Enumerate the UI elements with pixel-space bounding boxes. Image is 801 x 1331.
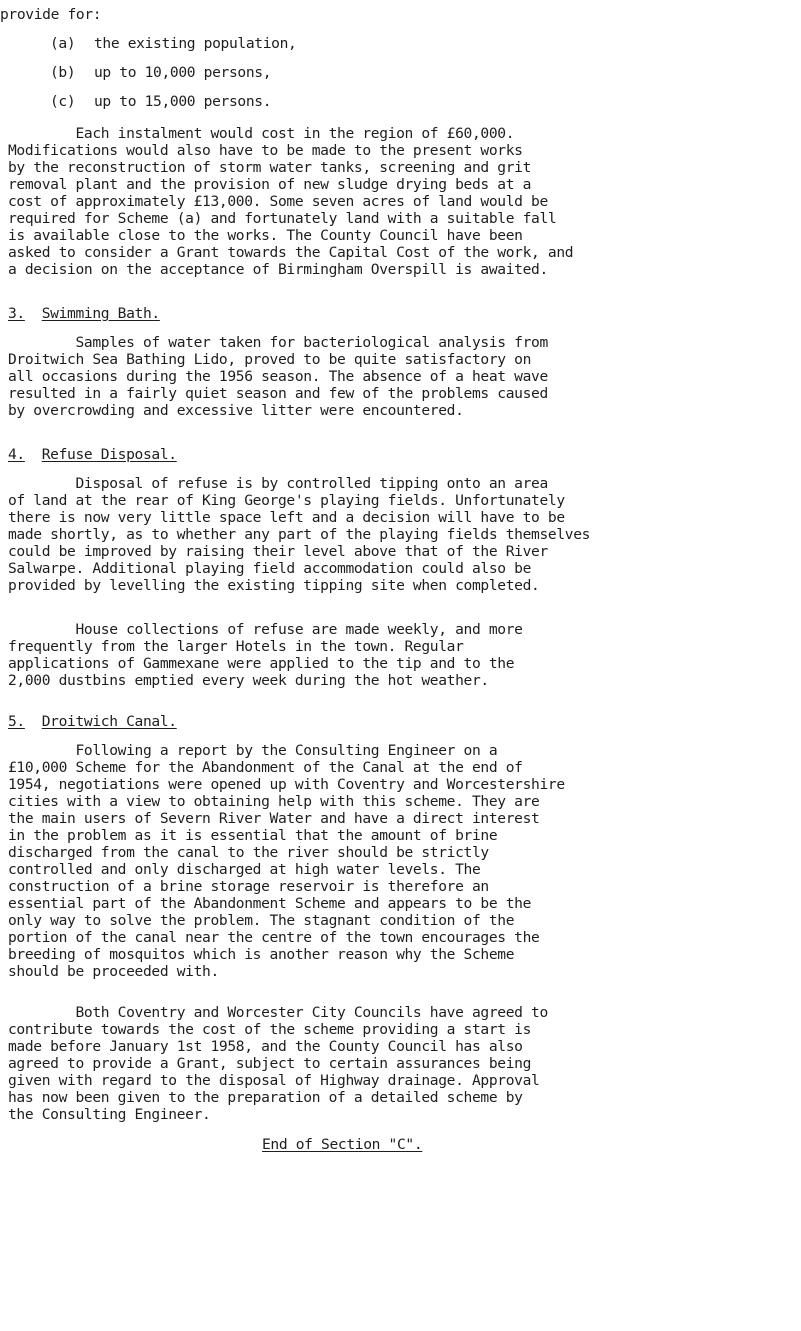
section-4-title: Refuse Disposal. <box>41 446 177 463</box>
section-3-paragraph <box>8 334 798 419</box>
paragraph-line: Salwarpe. Additional playing field accommodation could also be <box>8 560 532 577</box>
section-5-title: Droitwich Canal. <box>41 713 177 730</box>
paragraph-line: 2,000 dustbins emptied every week during the hot weather. <box>8 672 489 689</box>
paragraph-line: agreed to provide a Grant, subject to certain assurances being <box>8 1055 532 1072</box>
section-4-paragraph-1 <box>8 475 798 594</box>
section-3-number: 3. <box>8 305 25 322</box>
paragraph-line: frequently from the larger Hotels in the town. Regular <box>8 638 464 655</box>
paragraph-line: given with regard to the disposal of Highway drainage. Approval <box>8 1072 540 1089</box>
paragraph-line: cities with a view to obtaining help with this scheme. They are <box>8 793 540 810</box>
paragraph-line: Disposal of refuse is by controlled tipping onto an area <box>8 475 548 492</box>
paragraph-line: the main users of Severn River Water and have a direct interest <box>8 810 540 827</box>
paragraph-line: controlled and only discharged at high water levels. The <box>8 861 481 878</box>
paragraph-line: Following a report by the Consulting Engineer on a <box>8 742 498 759</box>
paragraph-line: a decision on the acceptance of Birmingham Overspill is awaited. <box>8 261 548 278</box>
paragraph-line: removal plant and the provision of new sludge drying beds at a <box>8 176 532 193</box>
paragraph-line: should be proceeded with. <box>8 963 219 980</box>
instalment-paragraph <box>8 125 798 278</box>
section-5-paragraph-1 <box>8 742 798 980</box>
paragraph-line: of land at the rear of King George's playing fields. Unfortunately <box>8 492 565 509</box>
paragraph-line: by the reconstruction of storm water tanks, screening and grit <box>8 159 532 176</box>
paragraph-line: essential part of the Abandonment Scheme and appears to be the <box>8 895 532 912</box>
paragraph-line: Droitwich Sea Bathing Lido, proved to be quite satisfactory on <box>8 351 532 368</box>
paragraph-line: made before January 1st 1958, and the County Council has also <box>8 1038 523 1055</box>
section-5-paragraph-2 <box>8 1004 798 1123</box>
paragraph-line: is available close to the works. The County Council have been <box>8 227 523 244</box>
paragraph-line: contribute towards the cost of the scheme providing a start is <box>8 1021 532 1038</box>
paragraph-line: breeding of mosquitos which is another reason why the Scheme <box>8 946 515 963</box>
paragraph-line: all occasions during the 1956 season. The absence of a heat wave <box>8 368 548 385</box>
option-b-text: up to 10,000 persons, <box>94 64 272 81</box>
paragraph-line: Each instalment would cost in the region of £60,000. <box>8 125 515 142</box>
paragraph-line: applications of Gammexane were applied to the tip and to the <box>8 655 515 672</box>
paragraph-line: cost of approximately £13,000. Some seven acres of land would be <box>8 193 548 210</box>
paragraph-line: resulted in a fairly quiet season and few of the problems caused <box>8 385 548 402</box>
section-4-paragraph-2 <box>8 621 798 689</box>
section-4-heading <box>8 446 177 463</box>
paragraph-line: £10,000 Scheme for the Abandonment of the Canal at the end of <box>8 759 523 776</box>
paragraph-line: construction of a brine storage reservoir is therefore an <box>8 878 489 895</box>
paragraph-line: 1954, negotiations were opened up with Coventry and Worcestershire <box>8 776 565 793</box>
paragraph-line: only way to solve the problem. The stagnant condition of the <box>8 912 515 929</box>
section-3-heading <box>8 305 160 322</box>
option-b-label: (b) <box>50 64 76 81</box>
section-4-number: 4. <box>8 446 25 463</box>
paragraph-line: portion of the canal near the centre of the town encourages the <box>8 929 540 946</box>
paragraph-line: has now been given to the preparation of a detailed scheme by <box>8 1089 523 1106</box>
paragraph-line: Modifications would also have to be made to the present works <box>8 142 523 159</box>
paragraph-line: provided by levelling the existing tipping site when completed. <box>8 577 540 594</box>
paragraph-line: in the problem as it is essential that the amount of brine <box>8 827 498 844</box>
paragraph-line: required for Scheme (a) and fortunately land with a suitable fall <box>8 210 557 227</box>
paragraph-line: Samples of water taken for bacteriological analysis from <box>8 334 548 351</box>
paragraph-line: by overcrowding and excessive litter were encountered. <box>8 402 464 419</box>
section-5-heading <box>8 713 177 730</box>
end-of-section-marker: End of Section "C". <box>262 1136 423 1153</box>
intro-text: provide for: <box>0 6 102 23</box>
paragraph-line: made shortly, as to whether any part of the playing fields themselves <box>8 526 591 543</box>
paragraph-line: the Consulting Engineer. <box>8 1106 211 1123</box>
paragraph-line: could be improved by raising their level above that of the River <box>8 543 548 560</box>
section-3-title: Swimming Bath. <box>41 305 160 322</box>
section-5-number: 5. <box>8 713 25 730</box>
option-c-text: up to 15,000 persons. <box>94 93 272 110</box>
option-a-text: the existing population, <box>94 35 297 52</box>
paragraph-line: asked to consider a Grant towards the Capital Cost of the work, and <box>8 244 574 261</box>
option-c-label: (c) <box>50 93 76 110</box>
paragraph-line: there is now very little space left and a decision will have to be <box>8 509 565 526</box>
option-a-label: (a) <box>50 35 76 52</box>
paragraph-line: discharged from the canal to the river should be strictly <box>8 844 489 861</box>
paragraph-line: Both Coventry and Worcester City Councils have agreed to <box>8 1004 548 1021</box>
paragraph-line: House collections of refuse are made weekly, and more <box>8 621 523 638</box>
